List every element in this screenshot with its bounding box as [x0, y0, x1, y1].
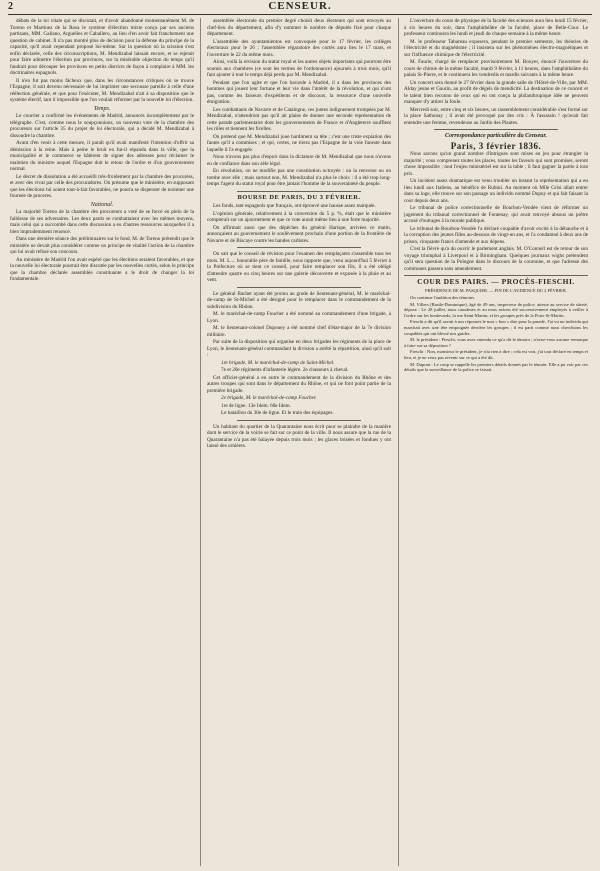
paragraph: M. le lieutenant-colonel Dupouey a été nommé chef d'état-major de la 7e division militaire. — [207, 325, 391, 338]
column-2 — [207, 18, 391, 866]
paragraph: M. Dupont : Le coup se rappelle les premiers détails donnés par le témoin. Elle a pu voir par ces détails que la surveillance de la police se faisait. — [404, 361, 588, 373]
paragraph: Cet officier-général a en outre le commandement de la division du Rhône et des autres troupes qui sont dans le département du Rhône, et qui ne font point partie de la première brigade. — [207, 374, 391, 394]
section-rule — [237, 191, 361, 192]
paragraph: Fieschi : Non, monsieur le président, je n'ai rien à dire ; cela est vrai, j'ai tout déclaré en temps et lieu, et je ne veux pas revenir sur ce qui a été dit. — [404, 349, 588, 360]
paragraph: Nous n'avons pas plus d'espoir dans la dictature de M. Mendizabal que nous n'avons eu de confiance dans son zèle légal. — [207, 154, 391, 167]
paragraph: Le général Bachet ayant été promu au grade de lieutenant-général, M. le maréchal-de-camp de St-Michel a été désigné pour le remplacer dans le commandement de la subdivision du Rhône. — [207, 290, 391, 310]
paragraph: Le tribunal de Bourbon-Vendée l'a déclaré coupable d'avoir excité à la débauche et à la corruption des jeunes filles au-dessous de vingt-un ans, et l'a condamné à deux ans de prison, cinquante francs d'amende et aux dépens. — [404, 225, 588, 245]
paragraph: Avant d'en venir à cette mesure, il paraît qu'il avait manifesté l'intention d'offrir sa démission à la reine. Mais à peine le bruit en fut-il répandu dans la ville, que la municipalité et le commerce se hâtèrent de signer des adresses pour réclamer le maintien du ministre auquel l'Espagne doit le retour de l'ordre et d'un gouvernement normal. — [10, 140, 194, 172]
paragraph: Le décret de dissolution a été accueilli très-froidement par la chambre des procuréss, et avec des vivat par celle des procuradores. On présume que le ministère, en supposant que les élections lui soient tout-à-fait favorables, ne pourra se dispenser de nommer une fournée de proceres. — [10, 173, 194, 199]
paragraph: débats de la loi vitale qui se discutait, et d'avoir abandonné momentanément M. de Toreno et Martinez de la Rosa le système d'élection mixte conçu par ses anciens partisans, MM. Galiano, Arguelles et Caballero, au lieu d'en avoir fait franchement une question de cabinet. Il n'a pas montré plus de décision pour la défense du principe de la capacité, qu'il avait cependant proposé lui-même. Sur la question où la scission s'est enfin déclarée, celle des circonscriptions, M. Mendizabal laissait encore, et se rejetait pour faire admettre l'élection par provinces, sur la misérable objection du temps qu'il faudrait pour découper les provinces en petits districts de façon à complaire à MM. les doctrinaires espagnols. — [10, 18, 194, 76]
section-heading-temps: Temps. — [93, 105, 111, 112]
paragraph: Dans une dernière séance des préliminaires sur le fond, M. de Toreno prétendit que le ministère ne devait plus considérer comme un principe de vitalité l'action de la chambre qui lui avait refusé son concours. — [10, 236, 194, 255]
column-divider — [200, 18, 201, 866]
paragraph: Un concert sera donné le 27 février dans la grande salle de l'Hôtel-de-Ville, par MM. Alday jeune et Gaurin, au profit de dégels de mendicité. La destination de ce concert et le talent bien reconnu de ceux qui en ont conçu la philanthropique idée ne peuvent manquer d'y attirer la foule. — [404, 79, 588, 105]
paragraph: M. Villers (Basile-Dominique), âgé de 49 ans, inspecteur de police, atteste au service de sûreté, dépose : Le 28 juillet, nous causâmes et au nous avions été successivement employés à veiller à l'ordre sur les boulevards, la rue Saint-Martin, et les groupes près de la Porte St-Martin. — [404, 301, 588, 318]
header-rule — [8, 14, 592, 15]
paragraph: Il n'en fut pas moins fâcheux que, dans les circonstances critiques où se trouve l'Espagne, il soit devenu nécessaire de lui imprimer une secousse pareille à celle d'une réélection générale, et que pour l'exécuter, M. Mendizabal n'ait à sa disposition que le système électif, tant il impossible que l'on voulait réformer par la nouvelle loi d'élection. — [10, 77, 194, 103]
paragraph: Le courrier a confirmé les événements de Madrid, annoncés incomplètement par le télégraphe. C'est, comme nous le soupçonnions, un nouveau vote de la chambre des procureurs sur l'article 35 du projet de loi électorale, qui a décidé M. Mendizabal à dissoudre la chambre. — [10, 113, 194, 139]
paragraph: L'ouverture du cours de physique de la faculté des sciences aura lieu lundi 15 février, à six heures du soir, dans l'amphithéâtre de la faculté, place de Belle-Cour. Le professeur continuera les lundi et jeudi de chaque semaine à la même heure. — [404, 18, 588, 37]
paragraph: assemblée électorale du premier degré choisit deux électeurs qui sont envoyés au chef-lieu du département, afin d'y nommer le nombre de députés fixé pour chaque département. — [207, 18, 391, 37]
correspondence-heading: Correspondance particulière du Censeur. — [444, 133, 547, 139]
paragraph: M. Faurie, chargé de remplacer provisoirement M. Bouyer, énoncé l'ouverture du cours de chimie de la même faculté, mardi 9 février, à 11 heures, dans l'amphithéâtre du palais St-Pierre, et le continuera les vendredis et mardis suivants à la même heure. — [404, 59, 588, 78]
paragraph: Un habitant du quartier de la Quarantaine nous écrit pour se plaindre de la manière dont le service de la voirie se fait sur ce point de la ville. Il nous assure que la rue de la Quarantaine n'a pas été balayée depuis trois mois ; les glaces brisées et fondues y ont laissé des ornières. — [207, 423, 391, 449]
brigade-1-heading: 1re brigade, M. le maréchal-de-camp de Saint-Michel. — [221, 359, 335, 366]
paragraph: Nous savons qu'un grand nombre d'intrigues sont mises en jeu pour étrangler la majorité ; vous comprenez toutes les places, toutes les faveurs qui sont promises, seront chose impossible ; tout l'enjeu ministériel est sur la table ; il faut gagner la partie à tout prix. — [404, 151, 588, 177]
bourse-heading: BOURSE DE PARIS, DU 3 FÉVRIER. — [237, 193, 361, 201]
paragraph: On continue l'audition des témoins. — [410, 295, 476, 300]
paragraph: Un incident assez dramatique est venu troubler un instant la représentation qui a eu lieu lundi aux Italiens, au bénéfice de Rubini. Au moment où Mlle Grisi allait entrer dans sa loge, elle trouve sur son passage un individu nommé Dupuy et qui fait faisant la cour depuis deux ans. — [404, 178, 588, 204]
column-3 — [404, 18, 588, 866]
paragraph: Ainsi, voilà la révision du statut royal et les autres objets importants qui pourront être soumis aux chambres (ce sont les termes de l'ordonnance) ajournés à trois mois, qu'il faut ajouter à tout le temps déjà perdu par M. Mendizabal. — [207, 59, 391, 78]
paragraph: Au ministère de Madrid l'on avait espéré que les élections seraient favorables, et que la nouvelle loi électorale pourrait être discutée par les nouvelles cortès, selon le principe que la chambre déclarée assemblée constituante a le droit de changer la loi fondamentale. — [10, 256, 194, 282]
page-number: 2 — [8, 1, 13, 12]
paragraph: En révolution, on ne modifie pas une constitution octroyée : on la renverse ou on tombe avec elle ; mais surtout non, M. Mendizabal n'a plus le choix : il a été trop long-temps l'agent du statut royal pour être jamais l'homme de la souveraineté du peuple. — [207, 168, 391, 187]
brigade-2-extra: Le bataillon du 30e de ligne. Et le train des équipages. — [221, 410, 334, 416]
paragraph: Fieschi a dit qu'il savait à nos réponses le mot « bon » dire pour la parade. J'ai vu un individu qui marchait avec une tête empoignée derrière les groupes ; il est parti comme nous cherchions les coupables qui ont blessé nos guides. — [404, 319, 588, 336]
brigade-1-units: 7e et 20e régiments d'infanterie légère. 2e chasseurs à cheval. — [221, 367, 349, 373]
section-rule — [237, 287, 361, 288]
page-header — [0, 0, 600, 14]
dateline: Paris, 3 février 1836. — [450, 140, 542, 151]
paragraph: L'opinion générale, relativement à la conversion du 5 p. %, était que le ministère compterait sur un ajournement et que ce vote aurait même lieu à une forte majorité. — [207, 210, 391, 223]
column-divider — [398, 18, 399, 866]
brigade-2-units: 1re de ligne. 13e Idem. 60e Idem. — [221, 402, 291, 409]
section-rule — [237, 420, 361, 421]
paragraph: M. le professeur Tabareau exposera, pendant le premier semestre, les théories de l'électricité et du magnétisme ; il insistera sur les phénomènes électro-magnétiques et sur l'influence chimique de l'électricité. — [404, 38, 588, 58]
section-heading-national: National. — [90, 201, 114, 208]
brigade-2-heading: 2e brigade, M. le maréchal-de-camp Foucher. — [221, 395, 317, 401]
paragraph: La majorité Toreno de la chambre des procureurs a voté de se forcé en plein de la faiblesse de ses adversaires. Les deux partis se combattaient avec les mêmes moyens, mais celui qui a succombé dans cette discussion a eu d'autres ressources auxquelles il a bien imprudemment renoncé. — [10, 209, 194, 235]
paragraph: M. le maréchal-de-camp Foucher a été nommé au commandement d'une brigade, à Lyon. — [207, 311, 391, 324]
section-rule — [404, 275, 588, 276]
column-1 — [10, 18, 194, 866]
cour-subheading: PRÉSIDENCE DE M. PASQUIER. — FIN DE L'AUDIENCE DU 2 FÉVRIER. — [425, 287, 567, 293]
paragraph: Pendant que l'on agite et que l'on bavarde à Madrid, il a dans les provinces des hommes qui jouent leur fortune et leur vie dans l'intérêt de la révolution, et qui n'ont pas, comme les faiseurs d'expédients et de discours, la ressource d'une nouvelle émigration. — [207, 79, 391, 105]
paragraph: On prétend que M. Mendizabal joue hardiment sa tête ; c'est une triste expiation des fautes qu'il a commises ; et qui, certes, ne tirera pas l'Espagne de la voie funeste dans laquelle il l'a engagée. — [207, 133, 391, 153]
masthead-title: CENSEUR. — [268, 0, 332, 12]
section-rule — [237, 247, 361, 248]
paragraph: Le tribunal de police correctionnelle de Bourbon-Vendée vient de réformer un jugement du tribunal correctionnel de Fontenay, qui avait renvoyé absous un prêtre accusé d'outrages à la morale publique. — [404, 205, 588, 224]
paragraph: On sait que le conseil de révision pour l'examen des remplaçants s'assemble tous les mois. M. L.... honorable père de famille, nous rapporte que, venu aujourd'hui 5 février à la Préfecture où se tient ce conseil, pour faire remplacer son fils, il a été obligé d'attendre quatre ou cinq heures sur une galerie découverte et exposée à la pluie et au vent. — [207, 251, 391, 283]
paragraph: On affirmait aussi que des dépêches du général Harispe, arrivées ce matin, annonçaient au gouvernement le soulèvement prochain d'une portion de la frontière de Navarre et de Biscaye contre les bandes carlistes. — [207, 224, 391, 244]
paragraph: C'est la fièvre qu'a du ouvrir le parlement anglais. M. O'Connell est de retour de son voyage triomphal à Liverpool et à Birmingham. Quelques journaux wighs prétendent qu'il sera question de la Pologne dans le discours de la couronne, et que l'adresse des communes passera sans amendement. — [404, 246, 588, 272]
paragraph: Les fonds, tant espagnols que français, ont éprouvé une hausse assez marquée. — [213, 203, 376, 209]
cour-des-pairs-heading: COUR DES PAIRS. — PROCÈS-FIESCHI. — [417, 277, 575, 286]
paragraph: Les combattants de Navarre et de Catalogne, ces juntes indignement trompées par M. Mendizabal, n'attendront pas qu'il ait plaise de donner une seconde représentation de cette parade parlementaire dont les gouvernements de France et d'Angleterre soufflent les rôles et tiennent les ficelles. — [207, 106, 391, 132]
section-rule — [434, 129, 558, 130]
paragraph: M. le président : Fieschi, vous avez entendu ce qu'a dit le témoin ; n'avez-vous aucune remarque à faire sur sa déposition ? — [404, 337, 588, 348]
paragraph: Mercredi soir, entre cinq et six heures, un rassemblement considérable s'est formé sur la place Sathonay ; il avait été provoqué par des cris : À l'assassin ! qu'avait fait entendre une femme, revendeuse au Jardin des Plantes. — [404, 106, 588, 126]
paragraph: Par suite de la disposition qui organise en deux brigades les régiments de la place de Lyon, le lieutenant-général commandant la division a arrêté la répartition, ainsi qu'il suit : — [207, 339, 391, 358]
paragraph: L'assemblée des ayuntamientos est convoquée pour le 17 février, les collèges électoraux pour le 26 ; l'assemblée régaratoire des cortès aura lieu le 17 mars, et l'ouverture le 22 du même mois. — [207, 38, 391, 58]
